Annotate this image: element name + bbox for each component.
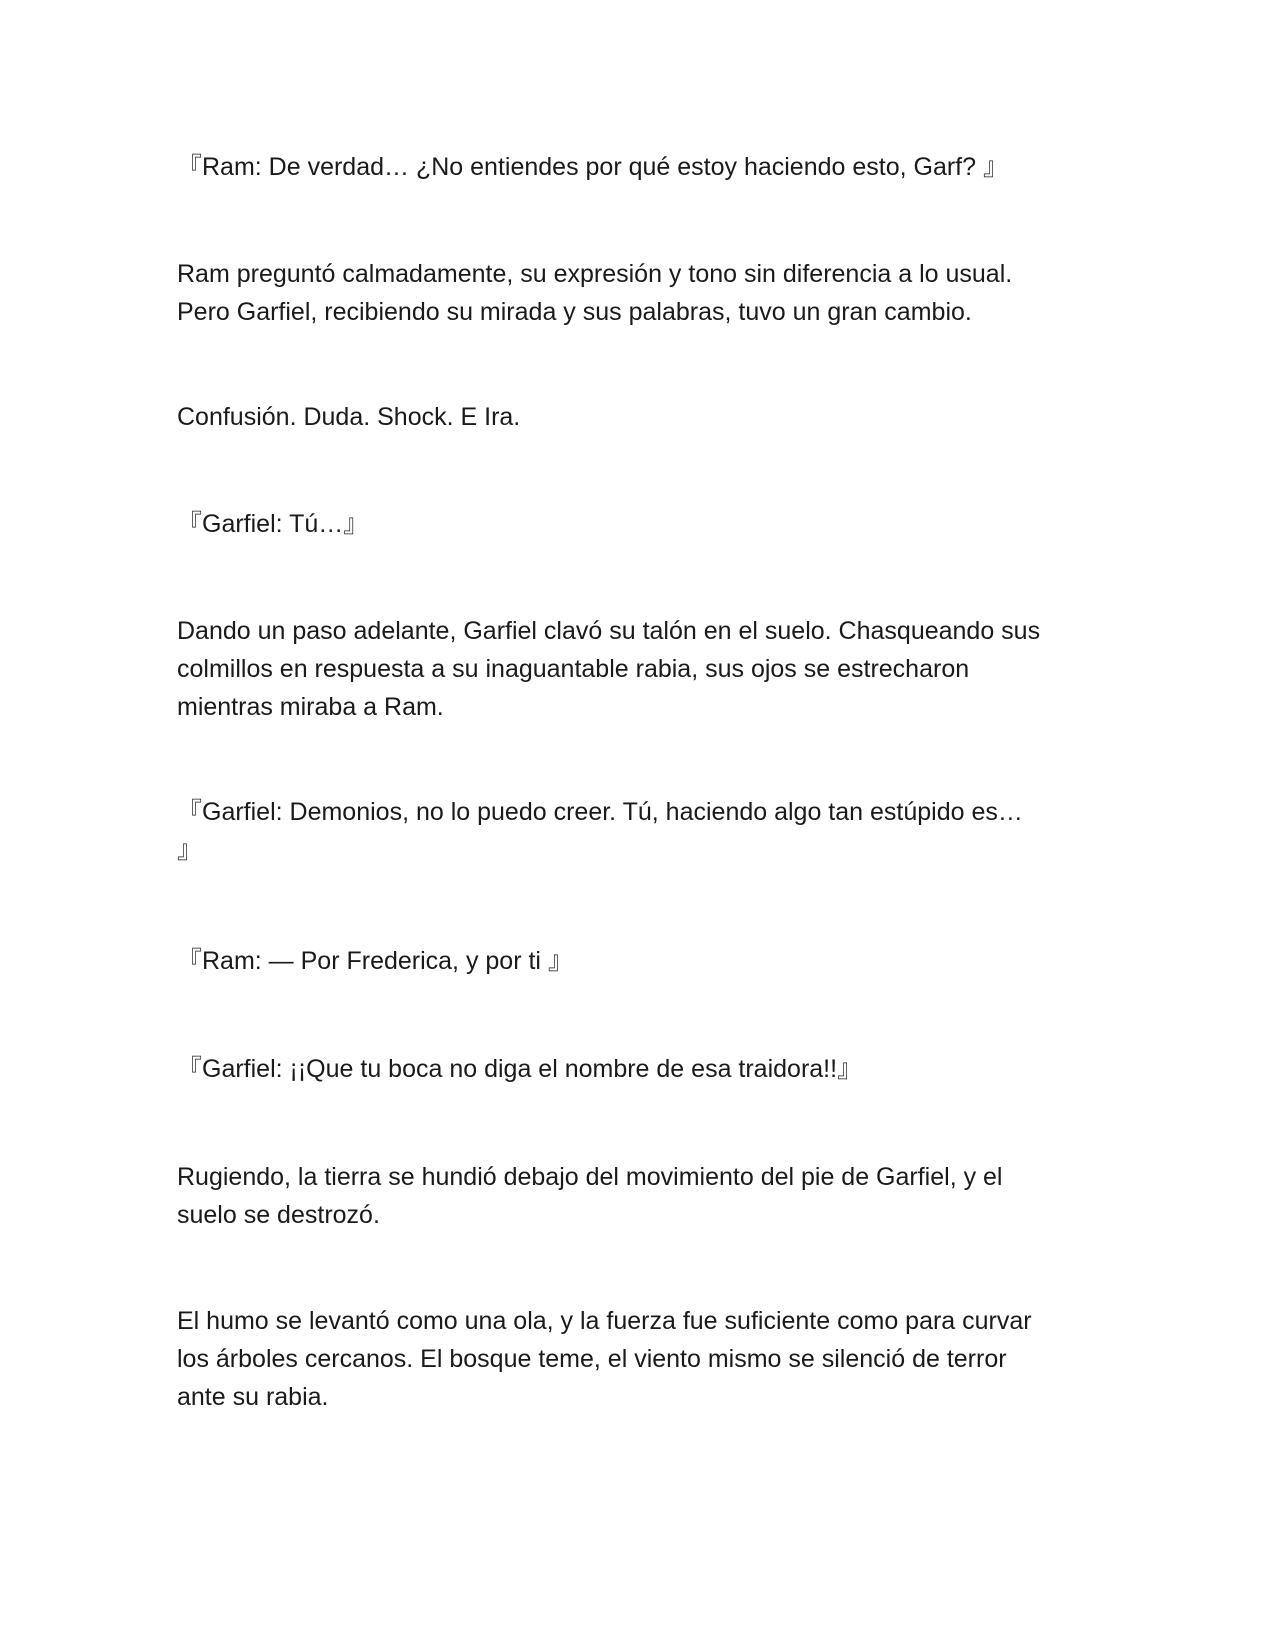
- paragraph-narration-4: Rugiendo, la tierra se hundió debajo del movimiento del pie de Garfiel, y el suelo se destrozó.: [177, 1163, 1003, 1229]
- paragraph-dialogue-garfiel-1: 『Garfiel: Tú…』: [177, 510, 369, 538]
- paragraph-dialogue-ram-1: 『Ram: De verdad… ¿No entiendes por qué estoy haciendo esto, Garf? 』: [177, 153, 1008, 181]
- paragraph-narration-1: Ram preguntó calmadamente, su expresión y tono sin diferencia a lo usual. Pero Garfiel, recibiendo su mirada y sus palabras, tuvo un gran cambio.: [177, 260, 1013, 326]
- paragraph-narration-2: Confusión. Duda. Shock. E Ira.: [177, 403, 521, 431]
- paragraph-narration-3: Dando un paso adelante, Garfiel clavó su talón en el suelo. Chasqueando sus colmillos en respuesta a su inaguantable rabia, sus ojos se estrecharon mientras miraba a Ram.: [177, 617, 1041, 721]
- paragraph-dialogue-garfiel-3: 『Garfiel: ¡¡Que tu boca no diga el nombre de esa traidora!!』: [177, 1055, 863, 1083]
- paragraph-dialogue-garfiel-2: 『Garfiel: Demonios, no lo puedo creer. Tú, haciendo algo tan estúpido es… 』: [177, 798, 1023, 864]
- paragraph-narration-5: El humo se levantó como una ola, y la fuerza fue suficiente como para curvar los árboles cercanos. El bosque teme, el viento mismo se silenció de terror ante su rabia.: [177, 1307, 1032, 1411]
- paragraph-dialogue-ram-2: 『Ram: — Por Frederica, y por ti 』: [177, 947, 573, 975]
